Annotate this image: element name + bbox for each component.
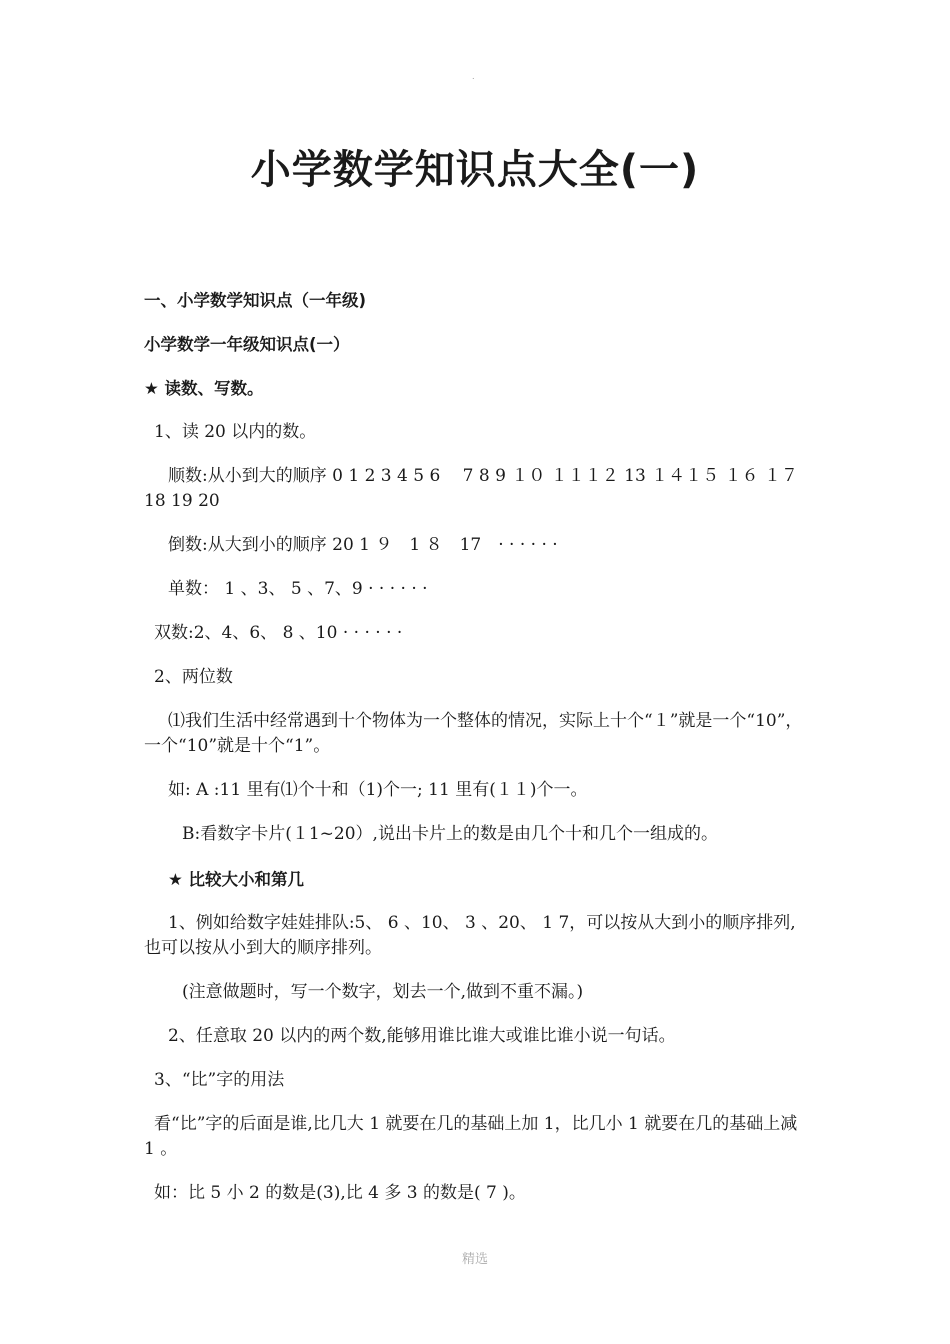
paragraph-tens-concept: ⑴我们生活中经常遇到十个物体为一个整体的情况，实际上十个“１”就是一个“10”，一个“10”就是十个“1”。 bbox=[144, 711, 803, 756]
paragraph-bi-usage: 3、“比”字的用法 bbox=[154, 1070, 285, 1090]
section-heading-grade1: 一、小学数学知识点（一年级) bbox=[144, 291, 367, 310]
paragraph-bi-example: 如：比 5 小 2 的数是(3),比 4 多 3 的数是( 7 )。 bbox=[154, 1183, 526, 1203]
header-dot: . bbox=[472, 72, 475, 81]
paragraph-example-a: 如: A :11 里有⑴个十和（1)个一; 11 里有(１１)个一。 bbox=[168, 780, 588, 800]
subsection-heading: 小学数学一年级知识点(一） bbox=[144, 335, 350, 354]
paragraph-descending: 倒数:从大到小的顺序 20 1 ９ 1 ８ 17 · · · · · · bbox=[168, 535, 558, 555]
topic-heading-read-write: ★ 读数、写数。 bbox=[144, 379, 264, 398]
paragraph-ascending: 顺数:从小到大的顺序 0 1 2 3 4 5 6 7 8 9 １０ １１１２ 13 １４１５ １６ １７ 18 19 20 bbox=[144, 466, 798, 511]
paragraph-compare-sentence: 2、任意取 20 以内的两个数,能够用谁比谁大或谁比谁小说一句话。 bbox=[168, 1026, 676, 1046]
paragraph-two-digit: 2、两位数 bbox=[154, 667, 233, 687]
paragraph-even-numbers: 双数:2、4、6、 8 、10 · · · · · · bbox=[154, 623, 403, 643]
paragraph-note: (注意做题时，写一个数字，划去一个,做到不重不漏。) bbox=[182, 982, 584, 1002]
paragraph-bi-explanation: 看“比”字的后面是谁,比几大 1 就要在几的基础上加 1，比几小 1 就要在几的基础上减 1 。 bbox=[144, 1114, 798, 1159]
paragraph-example-b: B:看数字卡片(１1~20）,说出卡片上的数是由几个十和几个一组成的。 bbox=[182, 824, 718, 844]
paragraph-read-numbers: 1、读 20 以内的数。 bbox=[154, 422, 317, 442]
paragraph-ordering-example: 1、例如给数字娃娃排队:5、 6 、10、 3 、20、 1 7，可以按从大到小的顺序排列,也可以按从小到大的顺序排列。 bbox=[144, 913, 796, 958]
page-title: 小学数学知识点大全(一) bbox=[250, 147, 700, 193]
topic-heading-compare: ★ 比较大小和第几 bbox=[168, 870, 305, 889]
page-footer: 精选 bbox=[461, 1252, 488, 1267]
paragraph-odd-numbers: 单数： 1 、3、 5 、7、9 · · · · · · bbox=[168, 579, 428, 599]
